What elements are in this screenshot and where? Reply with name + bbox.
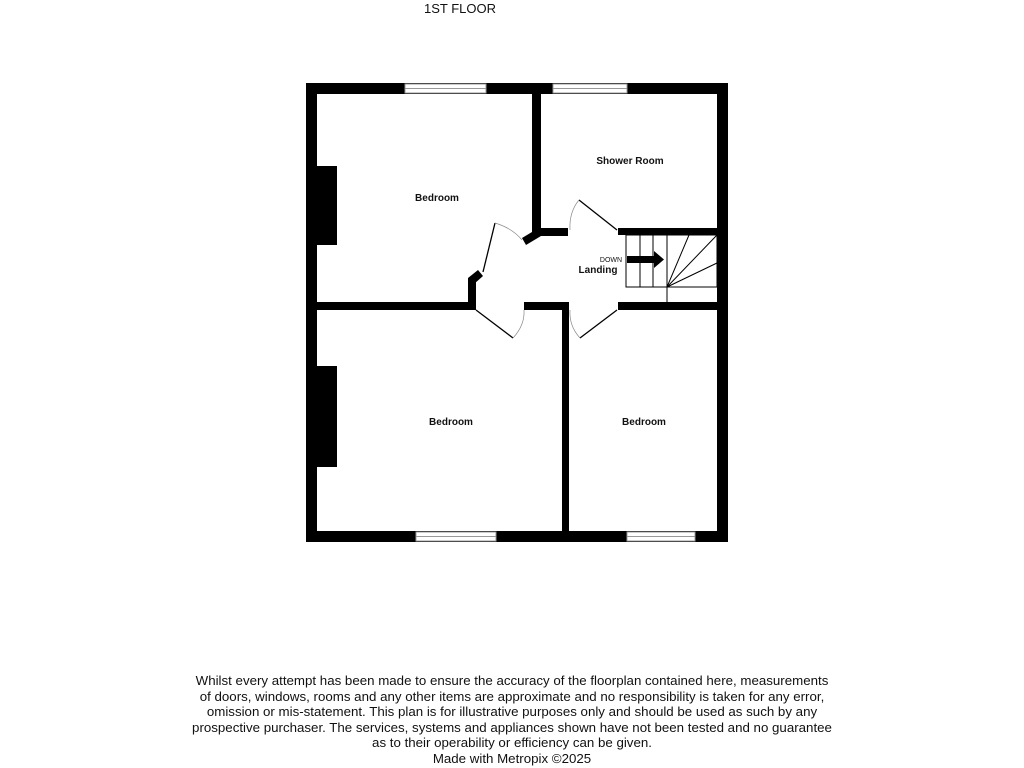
copyright-line: Made with Metropix ©2025 (432, 750, 592, 766)
disclaimer-line: of doors, windows, rooms and any other items are approximate and no responsibility is taken for any error, (199, 688, 825, 704)
windows (405, 84, 695, 541)
staircase (626, 235, 717, 302)
disclaimer-line: as to their operability or efficiency can be given. (372, 735, 652, 750)
room-label-shower-room: Shower Room (596, 156, 664, 167)
room-label-bedroom-top-left: Bedroom (415, 193, 459, 204)
disclaimer (160, 673, 864, 766)
outer-walls (306, 83, 728, 542)
stairs-down-label: DOWN (599, 257, 623, 264)
disclaimer-line: Whilst every attempt has been made to ensure the accuracy of the floorplan contained here, measurements (195, 673, 829, 688)
room-label-landing: Landing (578, 265, 618, 276)
room-label-bedroom-bottom-left: Bedroom (429, 417, 473, 428)
room-label-bedroom-bottom-right: Bedroom (622, 417, 666, 428)
chimney-breasts (317, 166, 337, 467)
disclaimer-line: omission or mis-statement. This plan is for illustrative purposes only and should be used as such by any (206, 704, 818, 719)
disclaimer-line: prospective purchaser. The services, systems and appliances shown have not been tested and no guarantee (192, 719, 832, 735)
arrow-down-stairs-icon (627, 251, 664, 268)
floor-title: 1ST FLOOR (424, 1, 497, 16)
